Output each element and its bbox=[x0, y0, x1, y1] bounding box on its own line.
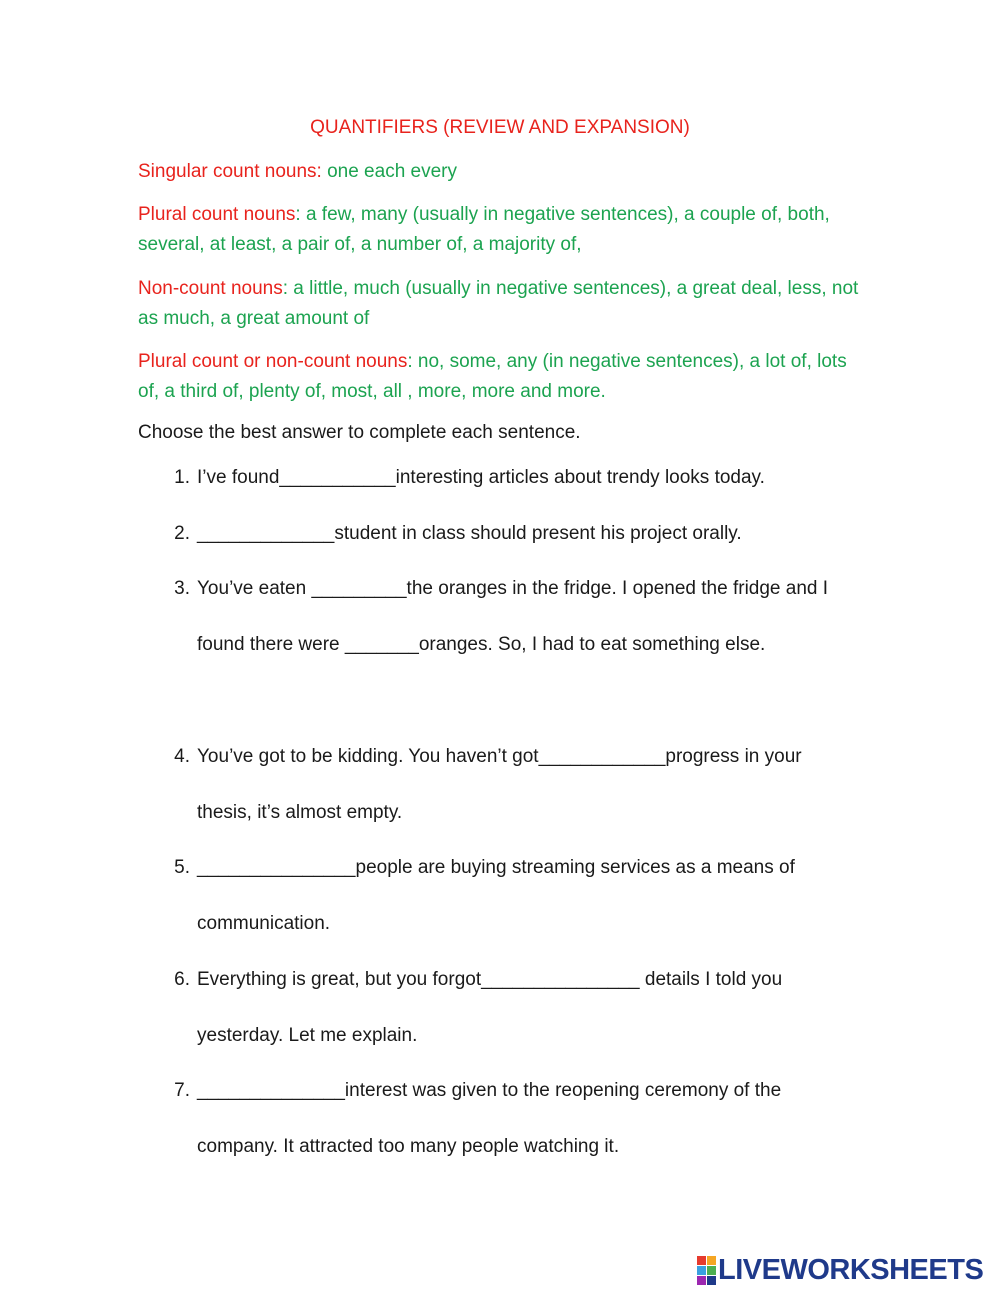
category-colon: : bbox=[295, 204, 301, 225]
question-number: 2. bbox=[174, 523, 190, 544]
question-1 bbox=[166, 450, 866, 506]
question-text: _____________student in class should present his project orally. bbox=[197, 523, 742, 544]
question-5 bbox=[166, 840, 856, 952]
page-title: QUANTIFIERS (REVIEW AND EXPANSION) bbox=[310, 117, 690, 138]
logo-block bbox=[707, 1256, 716, 1265]
question-text: Everything is great, but you forgot_______________ details I told you yesterday. Let me explain. bbox=[197, 969, 783, 1046]
question-text: You’ve eaten _________the oranges in the fridge. I opened the fridge and I found there were _______oranges. So, I had to eat something else. bbox=[197, 578, 829, 655]
instructions: Choose the best answer to complete each sentence. bbox=[138, 422, 581, 443]
category-items: a little, much (usually in negative sentences), a great deal, less, not as much, a great amount of bbox=[138, 278, 859, 329]
question-7 bbox=[166, 1063, 856, 1175]
question-number: 6. bbox=[174, 969, 190, 990]
question-number: 4. bbox=[174, 746, 190, 767]
category-items: a few, many (usually in negative sentences), a couple of, both, several, at least, a pair of, a number of, a majority of, bbox=[138, 204, 830, 255]
question-2 bbox=[166, 506, 866, 562]
logo-text: LIVEWORKSHEETS bbox=[718, 1253, 984, 1286]
category-non-count bbox=[138, 274, 868, 334]
category-colon: : bbox=[407, 351, 413, 372]
category-label: Non-count nouns bbox=[138, 278, 283, 299]
logo-block bbox=[707, 1276, 716, 1285]
category-label: Plural count or non-count nouns bbox=[138, 351, 408, 372]
question-number: 5. bbox=[174, 857, 190, 878]
category-singular bbox=[138, 157, 868, 187]
question-4 bbox=[166, 729, 826, 841]
category-items: one each every bbox=[327, 161, 457, 182]
category-items: no, some, any (in negative sentences), a lot of, lots of, a third of, plenty of, most, all , more, more and more. bbox=[138, 351, 847, 402]
category-plural-or-non-count bbox=[138, 347, 868, 407]
question-text: _______________people are buying streaming services as a means of communication. bbox=[197, 857, 795, 934]
question-number: 7. bbox=[174, 1080, 190, 1101]
category-label: Plural count nouns bbox=[138, 204, 296, 225]
category-plural bbox=[138, 200, 868, 260]
logo-block bbox=[697, 1256, 706, 1265]
question-6 bbox=[166, 952, 856, 1064]
question-number: 3. bbox=[174, 578, 190, 599]
question-text: You’ve got to be kidding. You haven’t got____________progress in your thesis, it’s almost empty. bbox=[197, 746, 802, 823]
category-colon: : bbox=[316, 161, 322, 182]
logo-block bbox=[707, 1266, 716, 1275]
question-text: ______________interest was given to the reopening ceremony of the company. It attracted too many people watching it. bbox=[197, 1080, 782, 1157]
question-3 bbox=[166, 561, 846, 673]
question-number: 1. bbox=[174, 467, 190, 488]
category-label: Singular count nouns bbox=[138, 161, 317, 182]
logo-block bbox=[697, 1276, 706, 1285]
category-colon: : bbox=[282, 278, 288, 299]
logo-block bbox=[697, 1266, 706, 1275]
logo-blocks-icon bbox=[697, 1256, 716, 1285]
liveworksheets-logo bbox=[697, 1255, 983, 1285]
question-text: I’ve found___________interesting articles about trendy looks today. bbox=[197, 467, 765, 488]
